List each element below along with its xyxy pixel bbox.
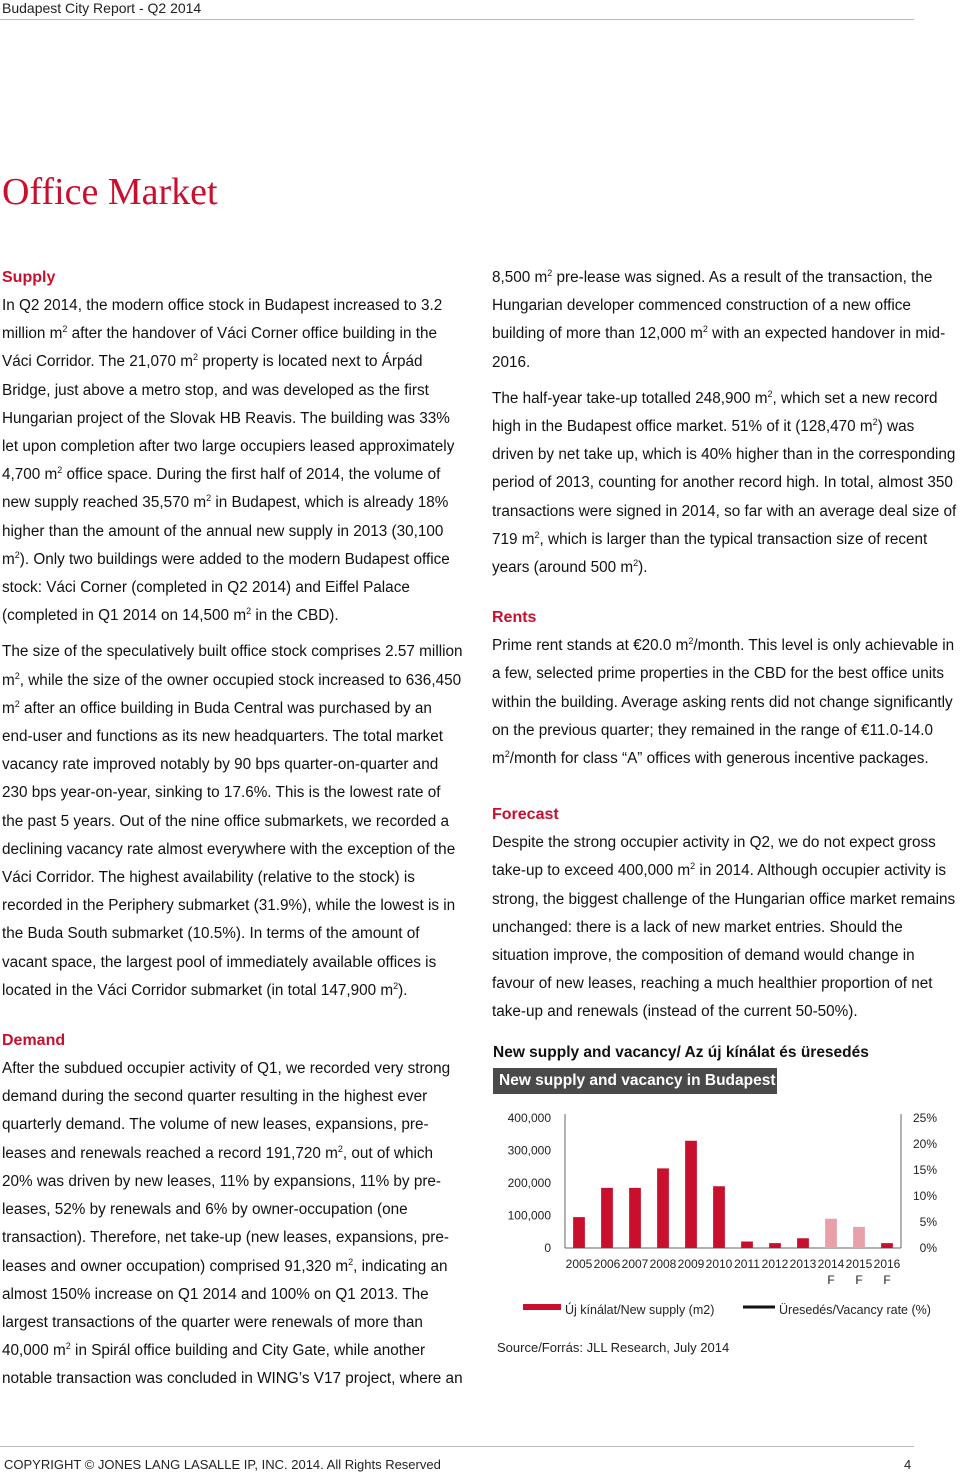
page-number: 4 (904, 1457, 912, 1472)
chart-banner: New supply and vacancy in Budapest (493, 1068, 777, 1094)
superscript: 2 (504, 748, 510, 759)
x-tick-label-part: F (883, 1273, 891, 1287)
supply-paragraph-1 (2, 292, 464, 630)
x-tick-label-part: F (827, 1273, 835, 1287)
text-run: The half-year take-up totalled 248,900 m (492, 389, 768, 407)
superscript: 2 (246, 606, 252, 617)
text-run: in Budapest, which is already 18% higher than the amount of the annual new supply in 2013 (30,100 m (2, 494, 449, 568)
x-tick-label (790, 1257, 817, 1271)
demand-heading: Demand (2, 1032, 66, 1050)
superscript: 2 (767, 388, 773, 399)
x-tick-label-part: 2007 (621, 1257, 649, 1271)
text-run: , out of which 20% was driven by new leases, 11% by expansions, 11% by pre-leases, 52% by renewals and 6% by owner-occupation (one transaction). Therefore, net take-up (new leases, expansions, pre-leases and owner occupation) comprised 91,320 m (2, 1144, 449, 1275)
y-left-tick-label: 0 (544, 1241, 551, 1255)
rents-heading: Rents (492, 609, 537, 627)
superscript: 2 (337, 1143, 343, 1154)
supply-bar (825, 1219, 837, 1248)
x-tick-label (622, 1257, 649, 1271)
superscript: 2 (872, 416, 878, 427)
y-right-tick-label: 25% (912, 1111, 937, 1125)
y-right-tick-label: 10% (912, 1189, 937, 1203)
y-left-tick-label: 400,000 (507, 1111, 551, 1125)
x-tick-label-part: 2008 (649, 1257, 677, 1271)
text-run: ). (638, 559, 648, 577)
text-run: after the handover of Váci Corner office building in the Váci Corridor. The 21,070 m (2, 325, 437, 371)
x-tick-label-part: 2012 (761, 1257, 789, 1271)
text-run: in 2014. Although occupier activity is strong, the biggest challenge of the Hungarian office market remains unchanged: there is a lack of new market entries. Should the situation improve, the composition of demand would change in favour of new leases, reaching a much healthier proportion of net take-up and renewals (instead of the current 50-50%). (492, 862, 956, 1021)
chart-source: Source/Forrás: JLL Research, July 2014 (497, 1340, 730, 1355)
text-run: Despite the strong occupier activity in Q2, we do not expect gross take-up to exceed 400,000 m (492, 834, 936, 880)
text-run: in Spirál office building and City Gate, while another notable transaction was concluded in WING’s V17 project, where an (2, 1342, 463, 1388)
y-right-tick-label: 20% (912, 1137, 937, 1151)
x-tick-label-part: 2009 (677, 1257, 705, 1271)
text-run: ) was driven by net take up, which is 40% higher than in the corresponding period of 2013, counting for another record high. In total, almost 350 transactions were signed in 2014, so far with an average deal size of 719 m (492, 418, 957, 548)
text-run: pre-lease was signed. As a result of the transaction, the Hungarian developer commenced construction of a new office building of more than 12,000 m (492, 269, 933, 343)
x-tick-label (594, 1257, 621, 1271)
text-run: Prime rent stands at €20.0 m (492, 637, 689, 655)
text-run: , which is larger than the typical transaction size of recent years (around 500 m (492, 530, 928, 577)
supply-bar (769, 1243, 781, 1248)
superscript: 2 (14, 549, 20, 560)
superscript: 2 (534, 529, 540, 540)
x-tick-label-part: 2006 (593, 1257, 621, 1271)
text-run: office space. During the first half of 2014, the volume of new supply reached 35,570 m (2, 466, 441, 512)
supply-bar (629, 1188, 641, 1248)
continued-paragraph (492, 264, 958, 377)
x-tick-label (678, 1257, 705, 1271)
x-tick-label-part: 2010 (705, 1257, 733, 1271)
x-tick-label (734, 1257, 760, 1271)
legend-supply-label: Új kínálat/New supply (m2) (565, 1303, 715, 1317)
supply-vacancy-chart (493, 1098, 953, 1330)
text-run: 8,500 m (492, 269, 548, 286)
supply-heading: Supply (2, 269, 56, 286)
text-run: In Q2 2014, the modern office stock in Budapest increased to 3.2 million m (2, 297, 443, 343)
x-tick-label (818, 1257, 845, 1287)
superscript: 2 (65, 1341, 71, 1352)
text-run: property is located next to Árpád Bridge, just above a metro stop, and was developed as the first Hungarian project of the Slovak HB Reavis. The building was 33% let upon completion after two large occupiers leased approximately 4,700 m (2, 353, 455, 484)
text-run: ). (398, 981, 408, 999)
x-tick-label-part: 2016 (873, 1257, 901, 1271)
right-column (492, 264, 958, 1027)
supply-bar (741, 1242, 753, 1249)
x-tick-label-part: 2005 (565, 1257, 593, 1271)
supply-bar (853, 1227, 865, 1248)
y-right-tick-label: 0% (919, 1241, 937, 1255)
superscript: 2 (547, 267, 553, 278)
y-left-tick-label: 100,000 (507, 1208, 551, 1223)
text-run: ). Only two buildings were added to the modern Budapest office stock: Váci Corner (completed in Q2 2014) and Eiffel Palace (completed in Q1 2014 on 14,500 m (2, 550, 450, 625)
page-header (0, 0, 914, 20)
forecast-heading: Forecast (492, 806, 559, 824)
y-left-tick-label: 200,000 (507, 1176, 551, 1190)
text-run: After the subdued occupier activity of Q1, we recorded very strong demand during the second quarter resulting in the highest ever quarterly demand. The volume of new leases, expansions, pre-leases and renewals reached a record 191,720 m (2, 1060, 451, 1162)
text-run: The size of the speculatively built office stock comprises 2.57 million m (2, 643, 463, 689)
supply-bar (881, 1243, 893, 1248)
superscript: 2 (688, 636, 694, 647)
superscript: 2 (348, 1256, 354, 1267)
x-tick-label (846, 1257, 873, 1287)
legend-vacancy-label: Üresedés/Vacancy rate (%) (779, 1303, 931, 1317)
supply-bar (713, 1186, 725, 1248)
superscript: 2 (633, 557, 639, 568)
y-right-tick-label: 5% (919, 1215, 937, 1229)
text-run: in the CBD). (251, 607, 339, 625)
supply-bar (657, 1168, 669, 1248)
x-tick-label (650, 1257, 677, 1271)
superscript: 2 (393, 980, 399, 991)
text-run: /month for class “A” offices with generous incentive packages. (509, 750, 929, 768)
superscript: 2 (193, 352, 199, 363)
text-run: , indicating an almost 150% increase on Q1 2014 and 100% on Q1 2013. The largest transactions of the quarter were renewals of more than 40,000 m (2, 1257, 448, 1360)
superscript: 2 (702, 324, 708, 335)
x-tick-label (874, 1257, 901, 1287)
rents-paragraph (492, 632, 958, 773)
text-run: /month. This level is only achievable in a few, selected prime properties in the CBD for the best office units within the building. Average asking rents did not change significantly on the previous quarter; they remained in the range of €11.0-14.0 m (492, 637, 955, 768)
x-tick-label-part: 2014 (817, 1257, 845, 1271)
footer-copyright: COPYRIGHT © JONES LANG LASALLE IP, INC. 2014. All Rights Reserved (4, 1457, 441, 1472)
y-left-tick-label: 300,000 (507, 1143, 551, 1158)
superscript: 2 (14, 698, 20, 709)
superscript: 2 (14, 670, 20, 681)
forecast-paragraph (492, 829, 958, 1026)
left-column (2, 264, 464, 1394)
page-title: Office Market (2, 171, 218, 213)
x-tick-label-part: 2011 (734, 1257, 760, 1271)
superscript: 2 (690, 861, 696, 872)
text-run: with an expected handover in mid-2016. (492, 325, 946, 371)
x-tick-label (706, 1257, 733, 1271)
superscript: 2 (206, 493, 212, 504)
superscript: 2 (57, 465, 63, 476)
demand-paragraph-1 (2, 1055, 464, 1393)
x-tick-label (762, 1257, 789, 1271)
chart-area (493, 1098, 953, 1330)
chart-caption: New supply and vacancy/ Az új kínálat és üresedés (493, 1044, 869, 1061)
y-right-tick-label: 15% (912, 1163, 937, 1177)
footer-divider (0, 1446, 914, 1447)
supply-bar (797, 1238, 809, 1248)
supply-bar (601, 1188, 613, 1248)
x-tick-label (566, 1257, 593, 1271)
report-title: Budapest City Report - Q2 2014 (2, 0, 202, 16)
text-run: , which set a new record high in the Budapest office market. 51% of it (128,470 m (492, 389, 938, 436)
supply-bar (573, 1217, 585, 1248)
text-run: , while the size of the owner occupied stock increased to 636,450 m (2, 671, 462, 717)
supply-bar (685, 1141, 697, 1248)
takeup-paragraph (492, 385, 958, 582)
superscript: 2 (62, 324, 68, 335)
supply-paragraph-2 (2, 638, 464, 1005)
text-run: after an office building in Buda Central was purchased by an end-user and functions as its new headquarters. The total market vacancy rate improved notably by 90 bps quarter-on-quarter and 230 bps year-on-year, sinking to 17.6%. This is the lowest rate of the past 5 years. Out of the nine office submarkets, we recorded a declining vacancy rate almost everywhere with the exception of the Váci Corridor. The highest availability (relative to the stock) is recorded in the Periphery submarket (31.9%), while the lowest is in the Buda South submarket (10.5%). In terms of the amount of vacant space, the largest pool of immediately available offices is located in the Váci Corridor submarket (in total 147,900 m (2, 699, 456, 999)
x-tick-label-part: 2015 (845, 1257, 873, 1271)
legend-supply-swatch (523, 1304, 561, 1310)
x-tick-label-part: 2013 (789, 1257, 817, 1271)
x-tick-label-part: F (855, 1273, 863, 1287)
